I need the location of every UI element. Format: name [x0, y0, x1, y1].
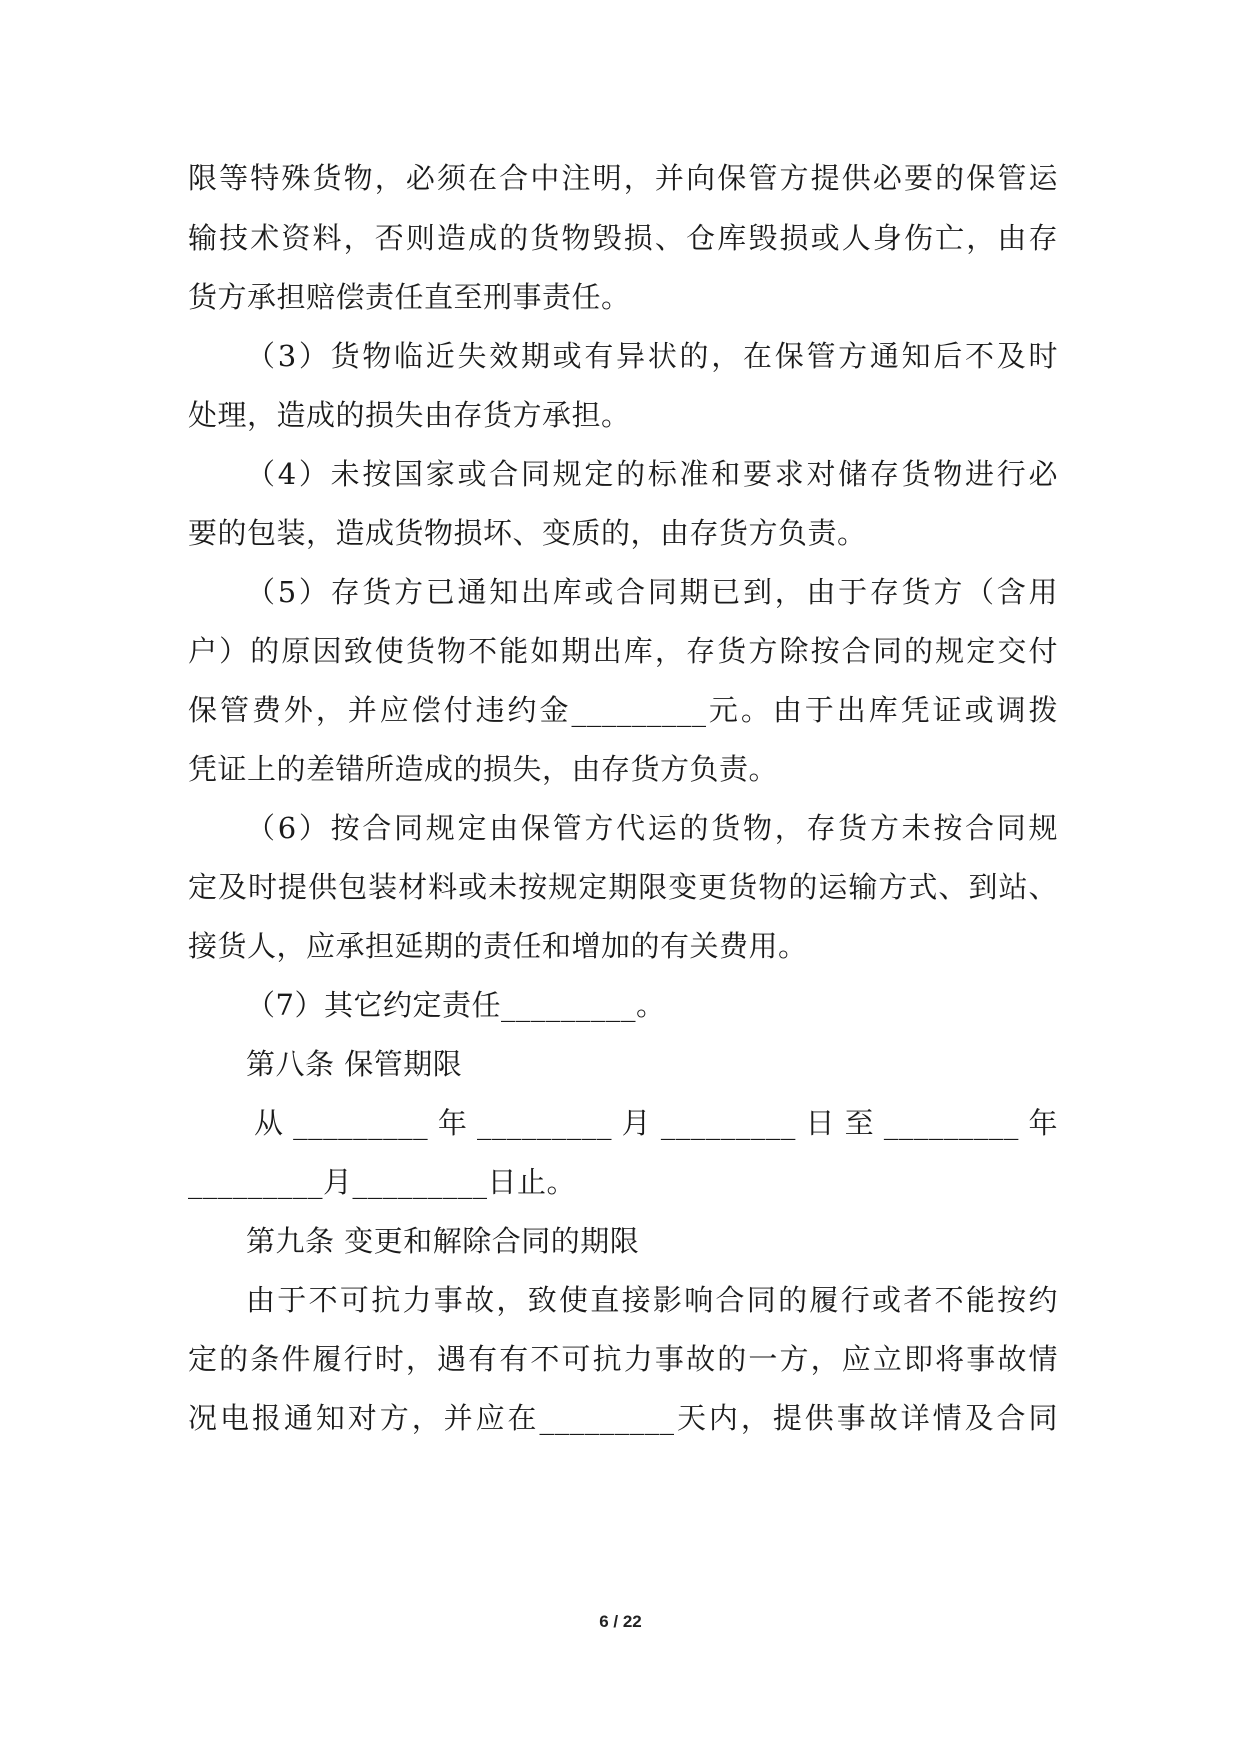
text-line: 限等特殊货物，必须在合中注明，并向保管方提供必要的保管运	[188, 161, 1058, 195]
text-line: 货方承担赔偿责任直至刑事责任。	[188, 280, 631, 314]
article-9-heading: 第九条 变更和解除合同的期限	[246, 1224, 640, 1258]
clause-item-6: （6）按合同规定由保管方代运的货物，存货方未按合同规	[246, 811, 1058, 845]
article-8-heading: 第八条 保管期限	[246, 1047, 463, 1081]
text-line: 输技术资料，否则造成的货物毁损、仓库毁损或人身伤亡，由存	[188, 221, 1058, 255]
clause-item-3: （3）货物临近失效期或有异状的，在保管方通知后不及时	[246, 339, 1058, 373]
text-line: 定及时提供包装材料或未按规定期限变更货物的运输方式、到站、	[188, 870, 1058, 904]
page-number: 6 / 22	[599, 1612, 642, 1631]
text-line: 凭证上的差错所造成的损失，由存货方负责。	[188, 752, 779, 786]
storage-period-line: 从_________年_________月_________日至_________年	[254, 1106, 1058, 1140]
clause-item-4: （4）未按国家或合同规定的标准和要求对储存货物进行必	[246, 457, 1058, 491]
text-line: 要的包装，造成货物损坏、变质的，由存货方负责。	[188, 516, 867, 550]
text-line: 户）的原因致使货物不能如期出库，存货方除按合同的规定交付	[188, 634, 1058, 668]
text-line: 况电报通知对方，并应在_________天内，提供事故详情及合同	[188, 1401, 1058, 1435]
text-line: 接货人，应承担延期的责任和增加的有关费用。	[188, 929, 808, 963]
clause-item-5: （5）存货方已通知出库或合同期已到，由于存货方（含用	[246, 575, 1058, 609]
text-line-penalty-blank: 保管费外，并应偿付违约金_________元。由于出库凭证或调拨	[188, 693, 1058, 727]
clause-item-7: （7）其它约定责任_________。	[246, 988, 666, 1022]
text-line: 定的条件履行时，遇有有不可抗力事故的一方，应立即将事故情	[188, 1342, 1058, 1376]
text-line: 由于不可抗力事故，致使直接影响合同的履行或者不能按约	[246, 1283, 1058, 1317]
storage-period-end-line: _________月_________日止。	[188, 1165, 577, 1199]
text-line: 处理，造成的损失由存货方承担。	[188, 398, 631, 432]
